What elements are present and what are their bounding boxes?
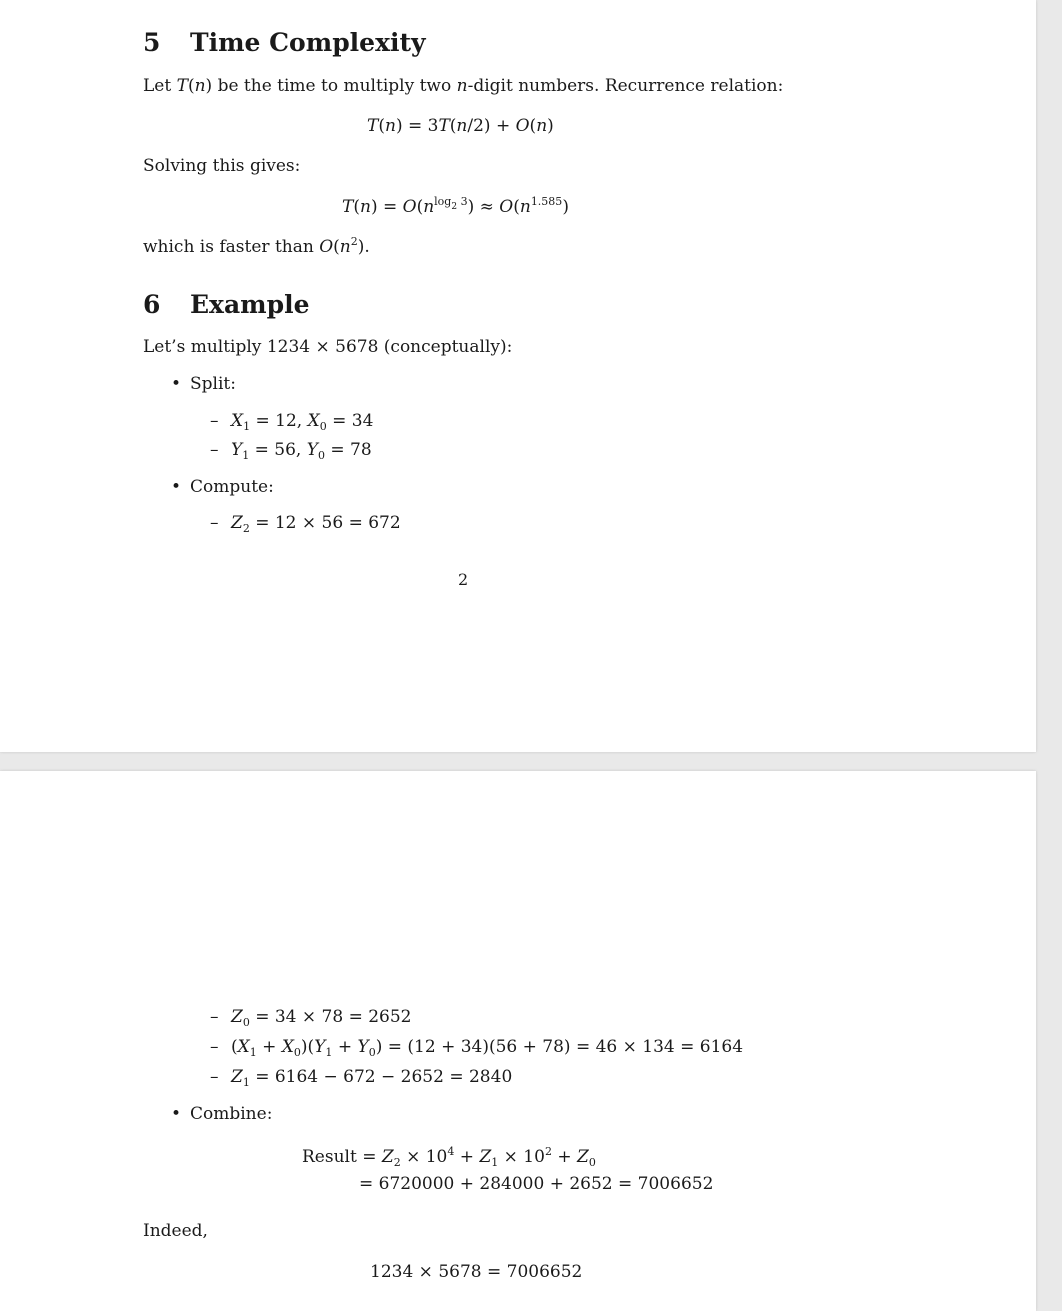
math-var: n xyxy=(536,116,548,136)
math-var: O xyxy=(515,116,530,136)
math-var: O xyxy=(319,237,334,257)
text: = 12 × 56 = 672 xyxy=(249,513,401,533)
exponent: 2 xyxy=(544,1145,552,1158)
math-op: ) xyxy=(547,116,554,136)
math-sub: 0 xyxy=(588,1156,596,1169)
text: ) = (12 + 34)(56 + 78) = 46 × 134 = 6164 xyxy=(375,1037,744,1057)
text: = 78 xyxy=(324,440,372,460)
math-var: Y xyxy=(314,1037,326,1057)
math-fn: log xyxy=(434,195,452,208)
math-sub: 0 xyxy=(293,1046,301,1059)
math-var: n xyxy=(423,197,435,217)
exponent: 4 xyxy=(447,1145,455,1158)
split-x xyxy=(231,411,373,433)
dash: – xyxy=(210,1007,219,1027)
text: = 6164 − 672 − 2652 = 2840 xyxy=(249,1067,513,1087)
math-var: O xyxy=(402,197,417,217)
math-sub: 2 xyxy=(393,1156,401,1169)
math-op: ( xyxy=(529,116,537,136)
math-sub: 1 xyxy=(249,1046,257,1059)
dash: – xyxy=(210,411,219,431)
recurrence-equation xyxy=(367,116,554,136)
combine-label: Combine: xyxy=(190,1104,273,1124)
math-var: Z xyxy=(231,1067,243,1087)
math-sub: 0 xyxy=(242,1016,250,1029)
compute-z1 xyxy=(231,1067,512,1089)
faster-than-text: which is faster than $O(n^2)$. xyxy=(143,235,370,257)
math-var: n xyxy=(194,76,206,96)
math-var: X xyxy=(281,1037,294,1057)
text: × 10 xyxy=(400,1147,448,1167)
math-num: 3 xyxy=(460,195,468,208)
solution-equation: $T(n) = O(n^{log_2 3}) \approx O(n^{1.585})$ xyxy=(342,195,569,217)
math-var: Z xyxy=(577,1147,589,1167)
section-6-intro: Let’s multiply 1234 × 5678 (conceptually): xyxy=(143,337,513,357)
math-var: O xyxy=(499,197,514,217)
math-op: ( xyxy=(378,116,385,136)
compute-z0 xyxy=(231,1007,412,1029)
text: = 56, xyxy=(249,440,307,460)
math-sub: 1 xyxy=(491,1156,499,1169)
page-number: 2 xyxy=(458,570,469,589)
math-var: Y xyxy=(231,440,243,460)
math-var: Y xyxy=(306,440,318,460)
text: × 10 xyxy=(498,1147,545,1167)
final-equation: 1234 × 5678 = 7006652 xyxy=(370,1262,583,1282)
math-var: n xyxy=(339,237,351,257)
text: = 12, xyxy=(250,411,308,431)
math-var: n xyxy=(519,197,531,217)
text: Result xyxy=(302,1147,357,1167)
bullet: • xyxy=(171,374,182,394)
text: ). xyxy=(357,237,370,257)
math-op: ) = 3 xyxy=(395,116,439,136)
math-var: Z xyxy=(479,1147,492,1167)
math-op: ( xyxy=(449,116,457,136)
solving-text: Solving this gives: xyxy=(143,156,301,176)
math-sub: 2 xyxy=(451,202,458,212)
bullet: • xyxy=(171,1104,182,1124)
math-var: Z xyxy=(231,513,243,533)
section-6-title: Example xyxy=(190,290,310,319)
text: + xyxy=(551,1147,577,1167)
section-5-intro: Let T(n) be the time to multiply two n-digit numbers. Recurrence relation: xyxy=(143,76,784,96)
math-var: n xyxy=(384,116,396,136)
math-var: X xyxy=(237,1037,250,1057)
math-sub: 1 xyxy=(243,420,251,433)
text: which is faster than xyxy=(143,237,320,257)
exponent: 2 xyxy=(350,235,358,248)
math-var: n xyxy=(456,76,468,96)
math-var: T xyxy=(367,116,379,136)
text: -digit numbers. Recurrence relation: xyxy=(467,76,784,96)
math-sub: 1 xyxy=(242,449,250,462)
result-line-1 xyxy=(302,1145,596,1169)
math-sub: 2 xyxy=(242,522,250,535)
exponent xyxy=(434,195,468,212)
math-var: X xyxy=(307,411,320,431)
section-5-number: 5 xyxy=(143,28,161,57)
dash: – xyxy=(210,440,219,460)
math-sub: 1 xyxy=(242,1076,250,1089)
text: = xyxy=(356,1147,382,1167)
math-sub: 1 xyxy=(325,1046,333,1059)
math-var: n xyxy=(456,116,468,136)
compute-sum-product: $(X_1 + X_0)(Y_1 + Y_0) = (12 + 34)(56 + 78) = 46 \times 134 = 6164$ xyxy=(231,1037,744,1059)
compute-label: Compute: xyxy=(190,477,274,497)
math-var: Z xyxy=(381,1147,394,1167)
math-var: T xyxy=(176,76,188,96)
math-var: T xyxy=(438,116,450,136)
math-sub: 0 xyxy=(319,420,327,433)
exponent: 1.585 xyxy=(530,195,563,208)
math-var: Z xyxy=(231,1007,243,1027)
math-sub: 0 xyxy=(317,449,325,462)
text: Let xyxy=(143,76,177,96)
compute-z2 xyxy=(231,513,401,535)
indeed-text: Indeed, xyxy=(143,1221,208,1241)
math-var: Y xyxy=(357,1037,369,1057)
text: = 34 × 78 = 2652 xyxy=(249,1007,412,1027)
page-2 xyxy=(0,771,1036,1311)
dash: – xyxy=(210,1037,219,1057)
dash: – xyxy=(210,513,219,533)
math-var: T xyxy=(342,197,354,217)
math-var: X xyxy=(231,411,244,431)
approx-symbol: ≈ xyxy=(479,197,494,217)
section-5-title: Time Complexity xyxy=(190,28,426,57)
math-op: /2) + xyxy=(467,116,516,136)
split-label: Split: xyxy=(190,374,236,394)
text: = 34 xyxy=(326,411,374,431)
result-line-2: = 6720000 + 284000 + 2652 = 7006652 xyxy=(359,1174,714,1194)
text: be the time to multiply two xyxy=(212,76,457,96)
dash: – xyxy=(210,1067,219,1087)
bullet: • xyxy=(171,477,182,497)
section-6-number: 6 xyxy=(143,290,161,319)
text: + xyxy=(454,1147,480,1167)
math-sub: 0 xyxy=(368,1046,376,1059)
math-var: n xyxy=(359,197,371,217)
split-y xyxy=(231,440,372,462)
